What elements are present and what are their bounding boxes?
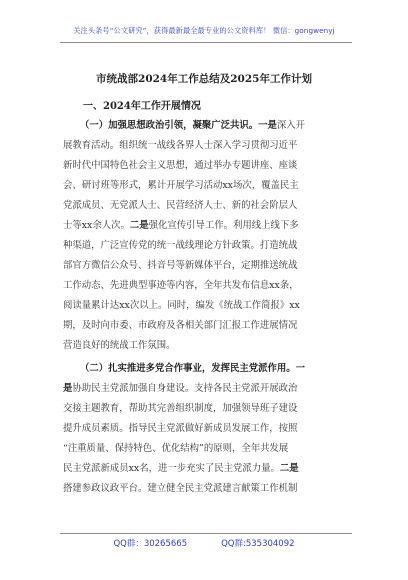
- header-promo-note: 关注头条号“公文研究”，获得最新最全最专业的公文资料库！ 微信：gongwenyj: [73, 26, 335, 35]
- qq-group-1: QQ群：30265665: [113, 539, 188, 549]
- paragraph-line: [63, 220, 350, 232]
- paragraph-line: “注重质量、保持特色、优化结构”的原则，全年共发展: [63, 443, 289, 454]
- section-heading-1: 一、2024年工作开展情况: [83, 101, 201, 112]
- line-text: 士等xx余人次。: [63, 220, 130, 231]
- paragraph-line: 营造良好的统战工作氛围。: [63, 340, 176, 351]
- line-text: 协助民主党派加强自身建设。支持各民主党派开展政治: [72, 383, 298, 394]
- subsection-heading-2: （二）扎实推进多党合作事业，发挥民主党派作用。: [80, 363, 296, 374]
- ordinal-marker: 一: [295, 363, 306, 374]
- paragraph-line: 期，及时向市委、市政府及各相关部门汇报工作进展情况: [63, 320, 298, 331]
- paragraph-line: 展教育活动。组织统一战线各界人士深入学习贯彻习近平: [63, 140, 298, 151]
- paragraph-line: 党派成员、无党派人士、民营经济人士、新的社会阶层人: [63, 200, 298, 211]
- paragraph-line: 交接主题教育，帮助其完善组织制度，加强领导班子建设: [63, 403, 298, 414]
- paragraph-line: 阅读量累计达xx次以上。同时，编发《统战工作简报》xx: [63, 300, 300, 311]
- paragraph-line: [63, 463, 350, 475]
- footer-divider: [60, 533, 352, 534]
- ordinal-marker: 是: [63, 383, 73, 394]
- ordinal-marker: 一是: [258, 120, 277, 131]
- paragraph-line: [63, 383, 350, 395]
- header-divider: [60, 42, 352, 43]
- ordinal-marker: 二是: [129, 220, 149, 231]
- line-text: 深入开: [276, 120, 306, 131]
- line-text: 强化宣传引导工作。利用线上线下多: [148, 220, 299, 231]
- paragraph-line: 新时代中国特色社会主义思想，通过举办专题讲座、座谈: [63, 160, 298, 171]
- paragraph-line: 提升成员素质。指导民主党派做好新成员发展工作，按照: [63, 423, 298, 434]
- paragraph-line: 部官方微信公众号、抖音号等新媒体平台，定期推送统战: [63, 260, 298, 271]
- paragraph-line: [80, 120, 350, 132]
- line-text: 民主党派新成员xx名，进一步充实了民主党派力量。: [63, 463, 280, 474]
- paragraph-line: 种渠道，广泛宣传党的统一战线理论方针政策。打造统战: [63, 240, 298, 251]
- qq-group-2: QQ群:535304092: [221, 539, 295, 549]
- ordinal-marker: 二是: [279, 463, 299, 474]
- footer-qq-groups: [0, 537, 408, 549]
- paragraph-line: 搭建参政议政平台。建立健全民主党派建言献策工作机制: [63, 483, 298, 494]
- paragraph-line: [80, 363, 350, 375]
- subsection-heading-1: （一）加强思想政治引领，凝聚广泛共识。: [80, 120, 259, 131]
- document-title: 市统战部2024年工作总结及2025年工作计划: [96, 73, 312, 85]
- paragraph-line: 会、研讨班等形式，累计开展学习活动xx场次，覆盖民主: [63, 180, 299, 191]
- paragraph-line: 工作动态、先进典型事迹等内容，全年共发布信息xx条，: [63, 280, 299, 291]
